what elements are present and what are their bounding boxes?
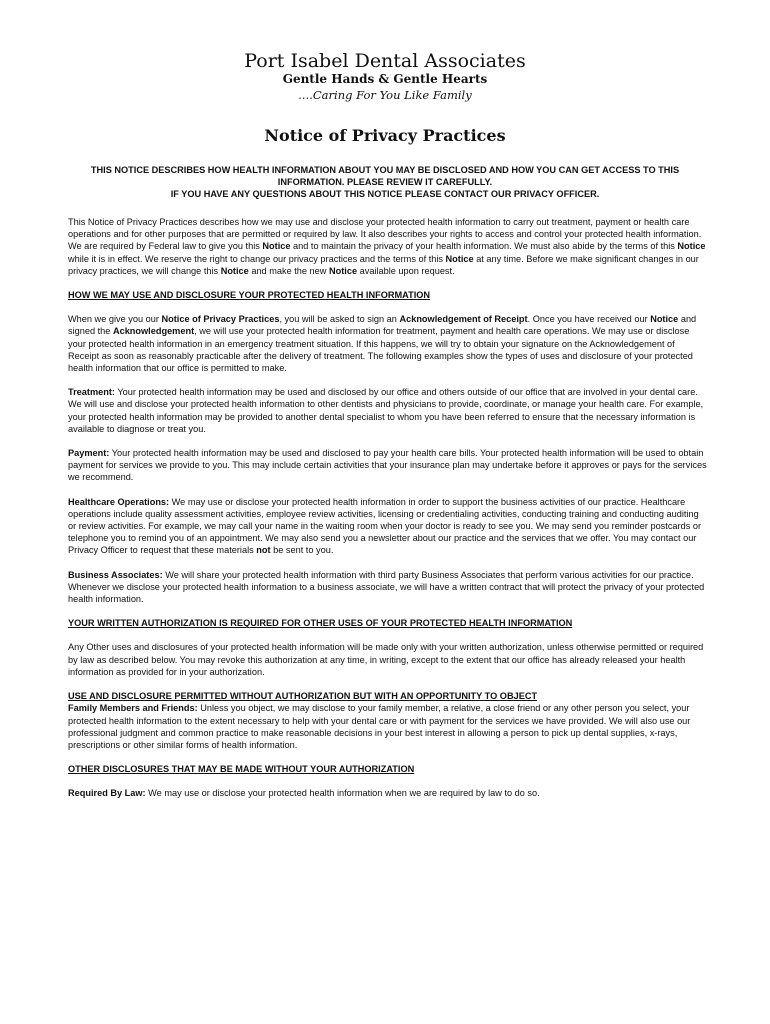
- section-heading-other-disclosures: OTHER DISCLOSURES THAT MAY BE MADE WITHOUT YOUR AUTHORIZATION: [68, 764, 415, 775]
- section-heading-opportunity-to-object: USE AND DISCLOSURE PERMITTED WITHOUT AUTHORIZATION BUT WITH AN OPPORTUNITY TO OBJECT: [68, 691, 538, 702]
- business-associates-paragraph: Business Associates: We will share your protected health information with third party Business Associates that perform various activities for our practice. Whenever we disclose your protected health information to a business associate, we will have a written contract that will protect the privacy of your protected health information.: [68, 569, 705, 605]
- business-associates-label: Business Associates:: [68, 569, 163, 580]
- payment-label: Payment:: [68, 448, 110, 459]
- intro-caps-notice: [68, 164, 702, 200]
- intro-caps-line3: IF YOU HAVE ANY QUESTIONS ABOUT THIS NOTICE PLEASE CONTACT OUR PRIVACY OFFICER.: [170, 189, 600, 199]
- healthcare-operations-paragraph: Healthcare Operations: We may use or disclose your protected health information in order to support the business activities of our practice. Healthcare operations include quality assessment activities, employee review activities, licensing or credentialing activities, conducting training and conducting auditing or review activities. For example, we may call your name in the waiting room when your doctor is ready to see you. We may send you reminder postcards or telephone you to remind you of an appointment. We may also send you a newsletter about our practice and the services that we offer. You may contact our Privacy Officer to request that these materials not be sent to you.: [68, 496, 702, 556]
- intro-caps-line1: THIS NOTICE DESCRIBES HOW HEALTH INFORMATION ABOUT YOU MAY BE DISCLOSED AND HOW YOU CAN GET ACCESS TO THIS: [90, 165, 680, 175]
- practice-motto: ....Caring For You Like Family: [298, 88, 472, 102]
- page-title: Notice of Privacy Practices: [264, 126, 506, 145]
- intro-paragraph: This Notice of Privacy Practices describes how we may use and disclose your protected health information to carry out treatment, payment or health care operations and for other purposes that are permitted or required by law. It also describes your rights to access and control your protected health information. We are required by Federal law to give you this Notice and to maintain the privacy of your health information. We must also abide by the terms of this Notice while it is in effect. We reserve the right to change our privacy practices and the terms of this Notice at any time. Before we make significant changes in our privacy practices, we will change this Notice and make the new Notice available upon request.: [68, 217, 706, 276]
- treatment-paragraph: Treatment: Your protected health information may be used and disclosed by our office and others outside of our office that are involved in your dental care. We will use and disclose your protected health information to other dentists and physicians to provide, coordinate, or manage your health care. For example, your protected health information may be provided to another dental specialist to whom you have been referred to ensure that the necessary information is available to diagnose or treat you.: [68, 387, 704, 434]
- family-friends-paragraph: Family Members and Friends: Unless you object, we may disclose to your family member, a relative, a close friend or any other person you select, your protected health information to the extent necessary to help with your dental care or with payment for the services we have provided. We will also use our professional judgment and common practice to make reasonable decisions in your best interest in allowing a person to pick up dental supplies, x-rays, prescriptions or other similar forms of health information.: [68, 703, 691, 750]
- intro-caps-line2: INFORMATION. PLEASE REVIEW IT CAREFULLY.: [277, 177, 493, 187]
- family-friends-label: Family Members and Friends:: [68, 703, 198, 714]
- written-authorization-paragraph: Any Other uses and disclosures of your protected health information will be made only with your written authorization, unless otherwise permitted or required by law as described below. You may revoke this authorization at any time, in writing, except to the extent that our office has already released your health information as provided for in your authorization.: [68, 642, 704, 677]
- section-heading-uses: HOW WE MAY USE AND DISCLOSURE YOUR PROTECTED HEALTH INFORMATION: [68, 290, 431, 301]
- required-by-law-label: Required By Law:: [68, 788, 146, 799]
- required-by-law-paragraph: Required By Law: We may use or disclose your protected health information when we are required by law to do so.: [68, 788, 540, 799]
- section-heading-written-authorization: YOUR WRITTEN AUTHORIZATION IS REQUIRED FOR OTHER USES OF YOUR PROTECTED HEALTH INFORMATION: [68, 618, 573, 629]
- payment-paragraph: Payment: Your protected health information may be used and disclosed to pay your health care bills. Your protected health information will be used to obtain payment for services we provide to you. This may include certain activities that your insurance plan may undertake before it approves or pays for the services we recommend.: [68, 448, 707, 483]
- notice-body: [68, 216, 708, 812]
- treatment-label: Treatment:: [68, 387, 115, 398]
- healthcare-operations-label: Healthcare Operations:: [68, 496, 170, 507]
- practice-tagline: Gentle Hands & Gentle Hearts: [282, 72, 488, 86]
- practice-name: Port Isabel Dental Associates: [244, 50, 526, 72]
- acknowledgement-paragraph: When we give you our Notice of Privacy Practices, you will be asked to sign an Acknowledgement of Receipt. Once you have received our Notice and signed the Acknowledgement, we will use your protected health information for treatment, payment and health care operations. We may use or disclose your protected health information in an emergency treatment situation. If this happens, we will try to obtain your signature on the Acknowledgement of Receipt as soon as reasonably practicable after the delivery of treatment. The following examples show the types of uses and disclosure of your protected health information that our office is permitted to make.: [68, 314, 697, 374]
